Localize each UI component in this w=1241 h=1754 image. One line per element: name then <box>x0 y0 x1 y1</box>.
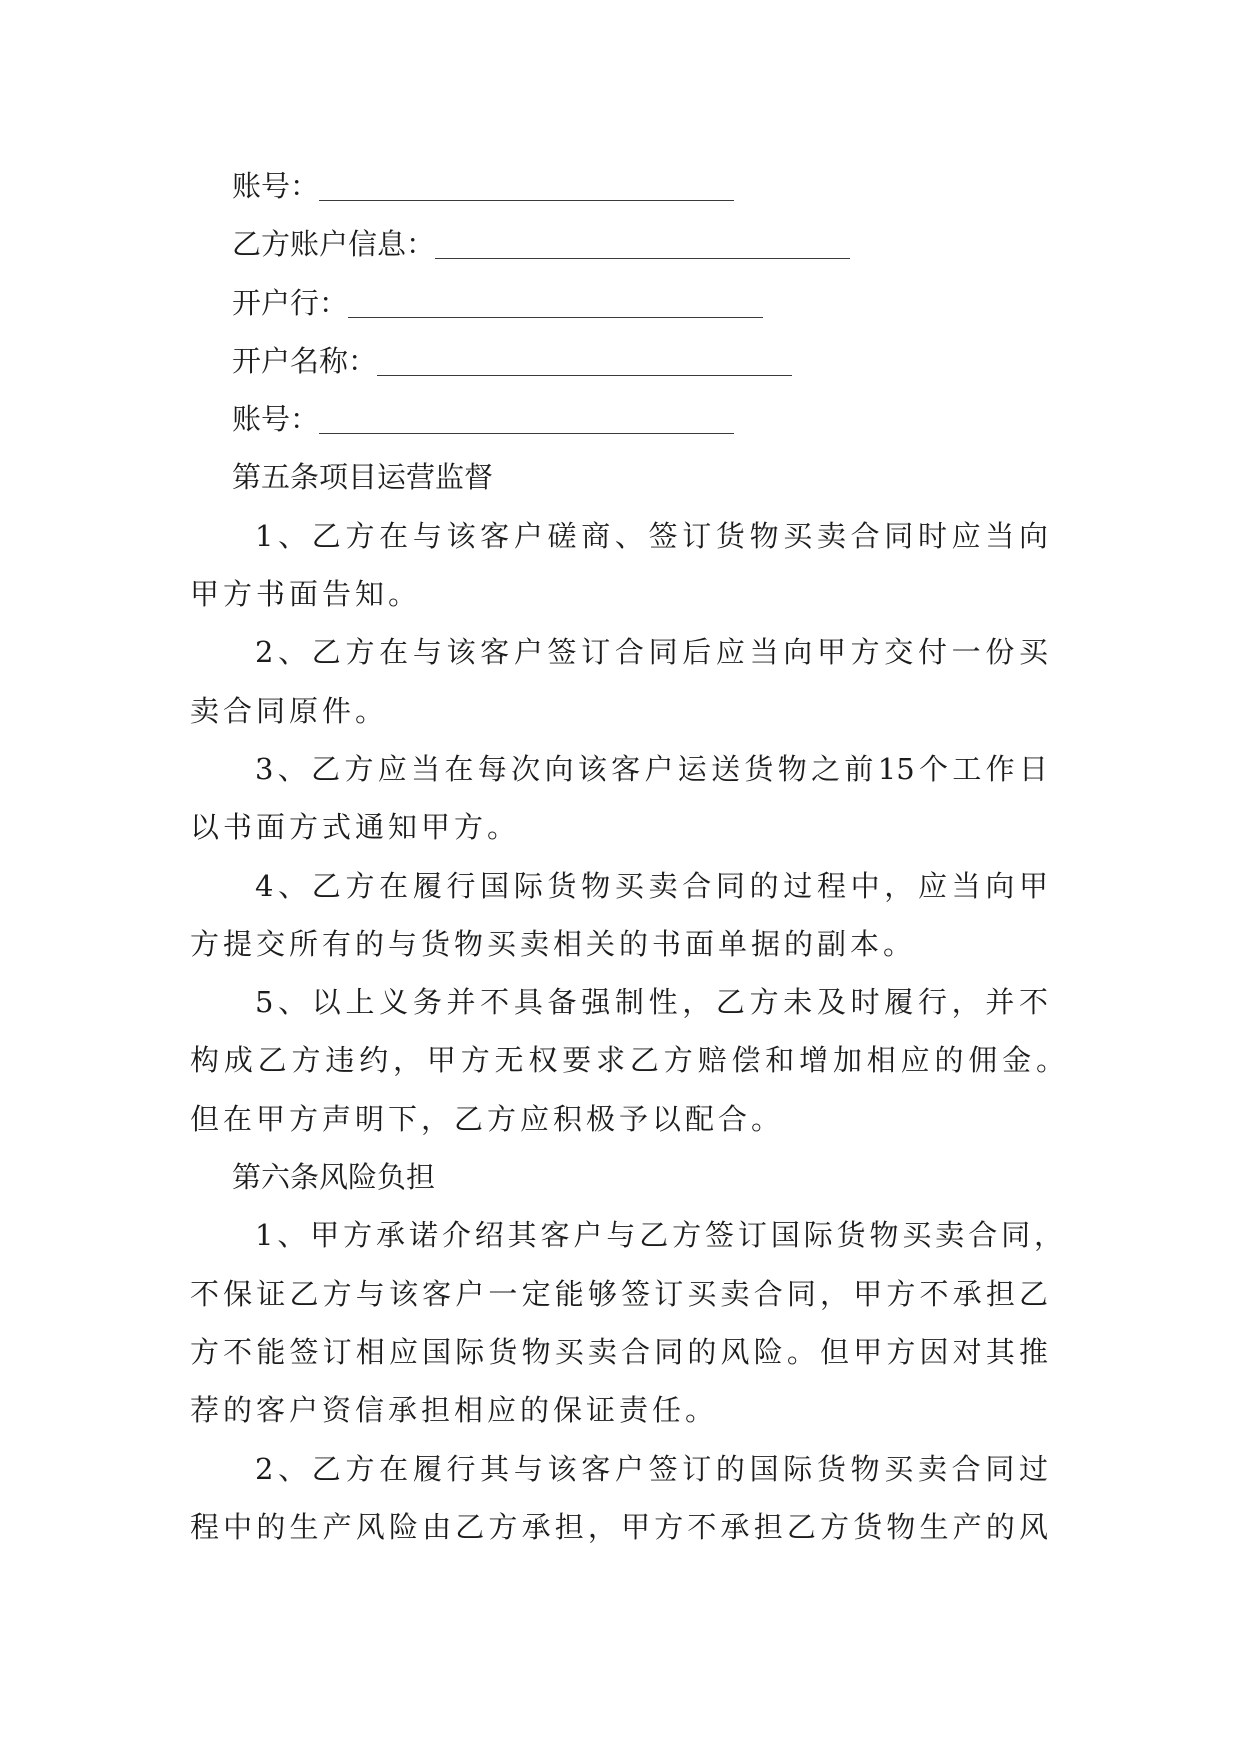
account-field-label: 开户名称： <box>232 343 378 378</box>
account-field-label: 开户行： <box>232 285 349 320</box>
account-field-row <box>0 332 1241 390</box>
section-heading: 第六条风险负担 <box>232 1160 436 1195</box>
paragraph-line: 5、以上义务并不具备强制性，乙方未及时履行，并不 <box>255 985 1048 1020</box>
paragraph-line: 以书面方式通知甲方。 <box>190 810 521 845</box>
paragraph-line: 1、甲方承诺介绍其客户与乙方签订国际货物买卖合同， <box>255 1218 1063 1253</box>
account-field-label: 账号： <box>232 402 320 437</box>
paragraph-line: 但在甲方声明下，乙方应积极予以配合。 <box>190 1101 785 1136</box>
account-field-row <box>0 390 1241 448</box>
paragraph-line: 2、乙方在履行其与该客户签订的国际货物买卖合同过 <box>255 1451 1048 1486</box>
paragraph-line: 方不能签订相应国际货物买卖合同的风险。但甲方因对其推 <box>190 1334 1048 1369</box>
account-field-blank <box>435 257 850 259</box>
account-field-row <box>0 215 1241 273</box>
paragraph-line: 1、乙方在与该客户磋商、签订货物买卖合同时应当向 <box>255 518 1048 553</box>
paragraph-line: 方提交所有的与货物买卖相关的书面单据的副本。 <box>190 926 917 961</box>
account-field-blank <box>319 432 734 434</box>
account-field-label: 账号： <box>232 169 320 203</box>
account-field-blank <box>377 374 792 376</box>
paragraph-line: 卖合同原件。 <box>190 693 389 728</box>
paragraph-line: 荐的客户资信承担相应的保证责任。 <box>190 1393 719 1428</box>
account-field-row <box>0 274 1241 332</box>
document-body <box>0 157 1241 1556</box>
paragraph-line: 3、乙方应当在每次向该客户运送货物之前15个工作日 <box>255 751 1048 786</box>
paragraph-line: 程中的生产风险由乙方承担，甲方不承担乙方货物生产的风 <box>190 1509 1048 1544</box>
account-field-blank <box>348 316 763 318</box>
paragraph-line: 2、乙方在与该客户签订合同后应当向甲方交付一份买 <box>255 635 1048 670</box>
paragraph-line: 4、乙方在履行国际货物买卖合同的过程中，应当向甲 <box>255 868 1048 903</box>
account-field-row <box>0 157 1241 215</box>
account-field-blank <box>319 199 734 201</box>
section-heading: 第五条项目运营监督 <box>232 460 494 495</box>
paragraph-line: 甲方书面告知。 <box>190 577 422 612</box>
paragraph-line: 构成乙方违约，甲方无权要求乙方赔偿和增加相应的佣金。 <box>190 1043 1065 1078</box>
account-field-label: 乙方账户信息： <box>232 227 436 262</box>
paragraph-line: 不保证乙方与该客户一定能够签订买卖合同，甲方不承担乙 <box>190 1276 1048 1311</box>
